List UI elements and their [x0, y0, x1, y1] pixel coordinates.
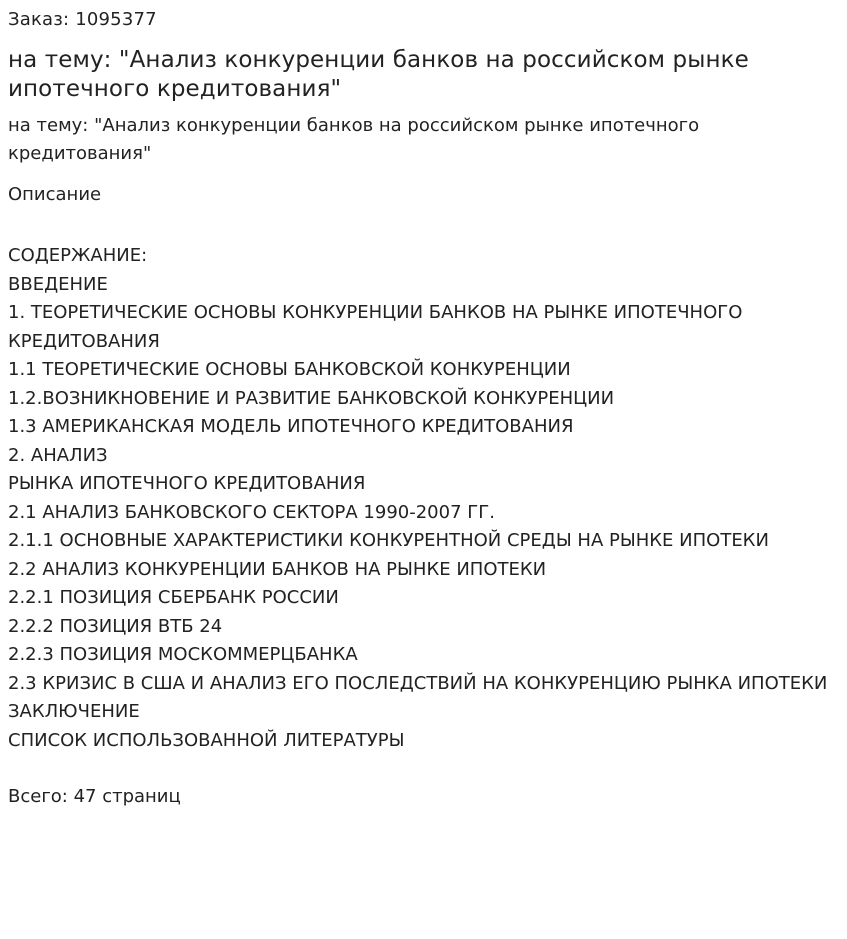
toc-item: 2.3 КРИЗИС В США И АНАЛИЗ ЕГО ПОСЛЕДСТВИЙ НА КОНКУРЕНЦИЮ РЫНКА ИПОТЕКИ — [8, 672, 828, 694]
toc-heading: СОДЕРЖАНИЕ: — [8, 245, 148, 266]
toc-item: 2.1 АНАЛИЗ БАНКОВСКОГО СЕКТОРА 1990-2007 ГГ. — [8, 501, 495, 523]
toc-item: 1.1 ТЕОРЕТИЧЕСКИЕ ОСНОВЫ БАНКОВСКОЙ КОНКУРЕНЦИИ — [8, 359, 571, 380]
toc-item: ЗАКЛЮЧЕНИЕ — [8, 701, 140, 722]
toc-item: ВВЕДЕНИЕ — [8, 273, 108, 295]
toc-item: СПИСОК ИСПОЛЬЗОВАННОЙ ЛИТЕРАТУРЫ — [8, 729, 405, 751]
toc-item: 2.2.1 ПОЗИЦИЯ СБЕРБАНК РОССИИ — [8, 587, 339, 608]
toc-item: РЫНКА ИПОТЕЧНОГО КРЕДИТОВАНИЯ — [8, 473, 366, 494]
page-subtitle: на тему: "Анализ конкуренции банков на российском рынке ипотечного кредитования" — [8, 115, 700, 164]
toc-item: 1. ТЕОРЕТИЧЕСКИЕ ОСНОВЫ КОНКУРЕНЦИИ БАНКОВ НА РЫНКЕ ИПОТЕЧНОГО КРЕДИТОВАНИЯ — [8, 302, 743, 352]
description-label: Описание — [8, 184, 102, 205]
toc-item: 2. АНАЛИЗ — [8, 444, 108, 466]
total-pages: Всего: 47 страниц — [8, 786, 181, 807]
toc-item: 2.2 АНАЛИЗ КОНКУРЕНЦИИ БАНКОВ НА РЫНКЕ ИПОТЕКИ — [8, 558, 547, 580]
order-number: Заказ: 1095377 — [8, 9, 157, 30]
table-of-contents — [8, 242, 839, 755]
page-title: на тему: "Анализ конкуренции банков на российском рынке ипотечного кредитования" — [8, 47, 749, 102]
toc-item: 1.3 АМЕРИКАНСКАЯ МОДЕЛЬ ИПОТЕЧНОГО КРЕДИТОВАНИЯ — [8, 416, 574, 437]
toc-item: 2.1.1 ОСНОВНЫЕ ХАРАКТЕРИСТИКИ КОНКУРЕНТНОЙ СРЕДЫ НА РЫНКЕ ИПОТЕКИ — [8, 530, 769, 551]
toc-item: 2.2.2 ПОЗИЦИЯ ВТБ 24 — [8, 615, 223, 637]
toc-item: 2.2.3 ПОЗИЦИЯ МОСКОММЕРЦБАНКА — [8, 644, 358, 665]
toc-item: 1.2.ВОЗНИКНОВЕНИЕ И РАЗВИТИЕ БАНКОВСКОЙ КОНКУРЕНЦИИ — [8, 387, 615, 409]
